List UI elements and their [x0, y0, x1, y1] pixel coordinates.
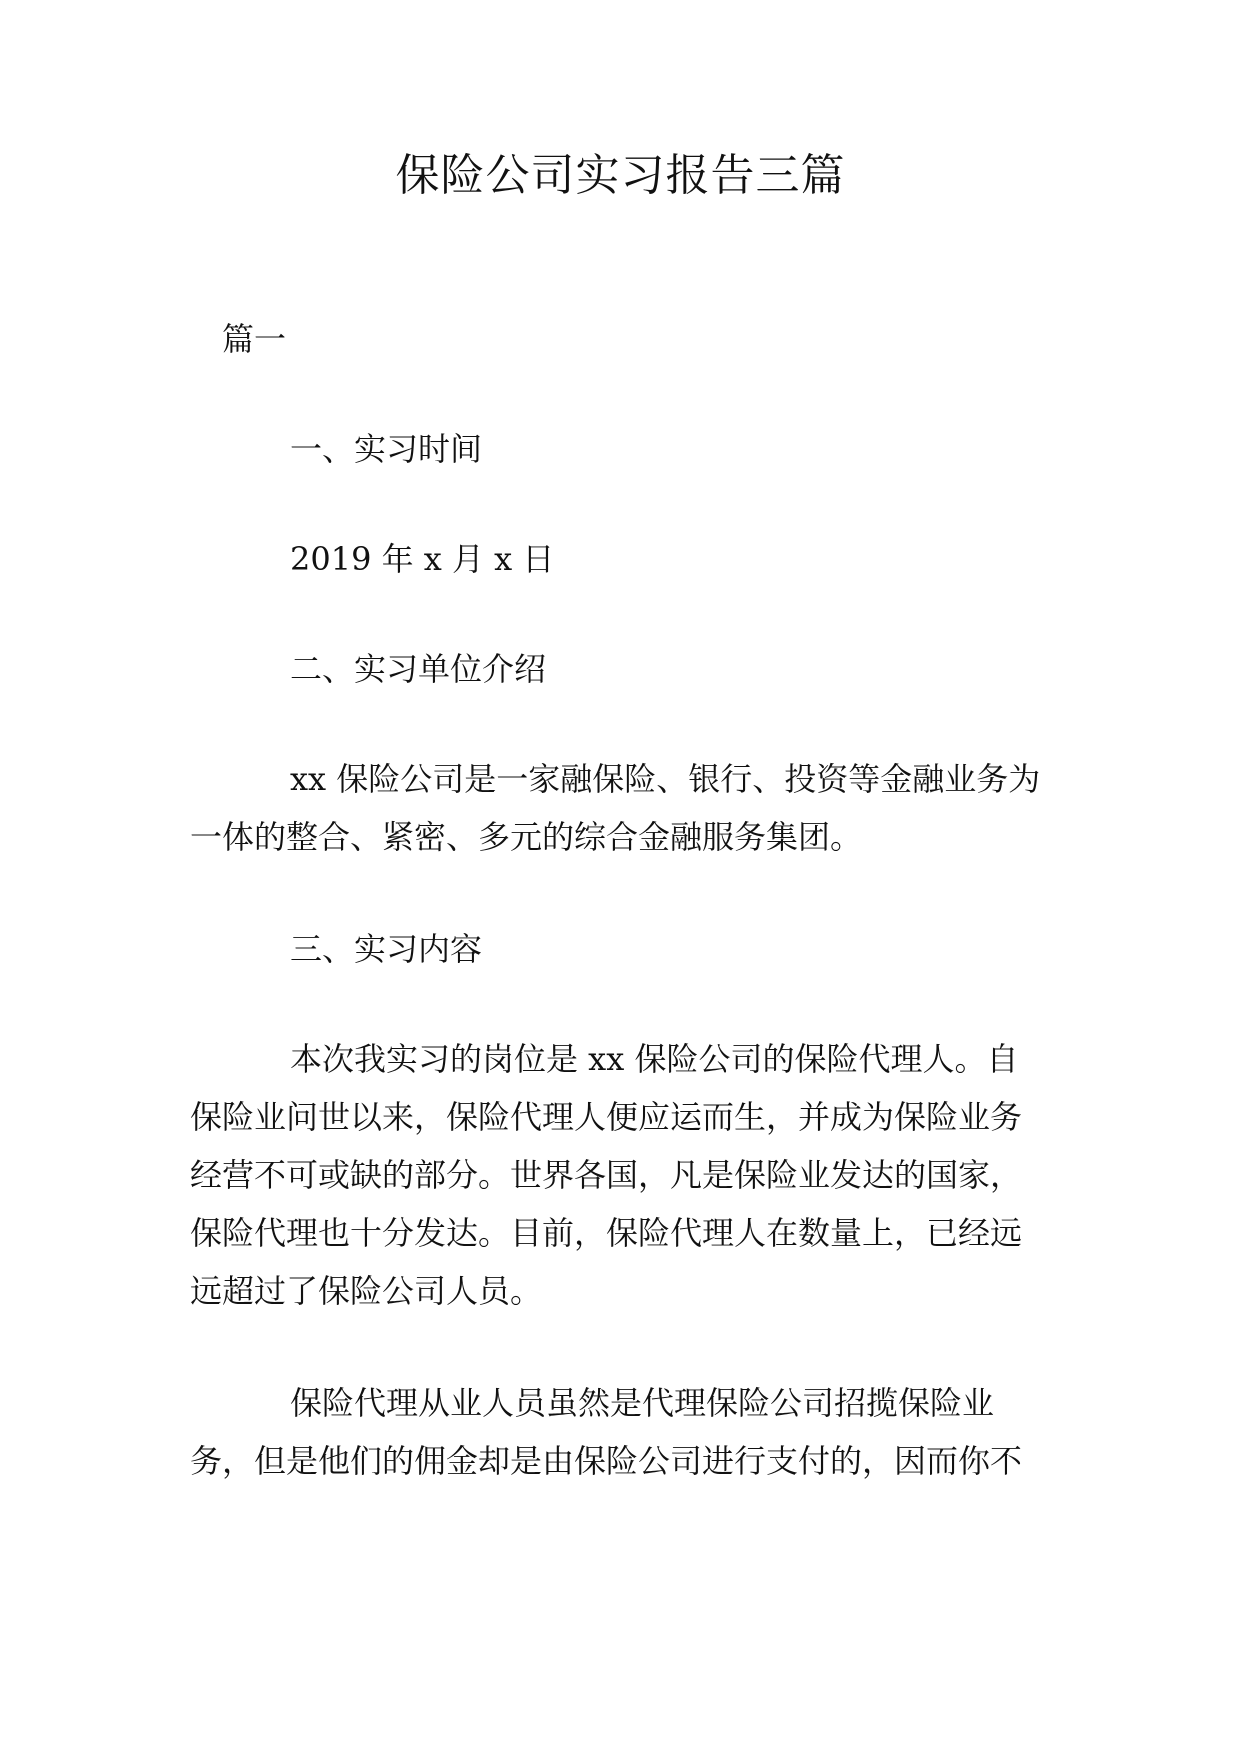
content-para1-line-2: 保险业问世以来，保险代理人便应运而生，并成为保险业务 — [190, 1098, 1023, 1136]
section-heading-company: 二、实习单位介绍 — [290, 650, 547, 688]
content-para1-line-5: 远超过了保险公司人员。 — [190, 1272, 543, 1310]
section-heading-content: 三、实习内容 — [290, 930, 483, 968]
section-heading-time: 一、实习时间 — [290, 430, 483, 468]
content-para1-line-1: 本次我实习的岗位是 xx 保险公司的保险代理人。自 — [290, 1040, 1019, 1078]
part-label: 篇一 — [222, 320, 287, 358]
internship-date: 2019 年 x 月 x 日 — [290, 540, 555, 578]
content-para1-line-3: 经营不可或缺的部分。世界各国，凡是保险业发达的国家， — [190, 1156, 1023, 1194]
company-intro-line-1: xx 保险公司是一家融保险、银行、投资等金融业务为 — [290, 760, 1041, 798]
content-para2-line-1: 保险代理从业人员虽然是代理保险公司招揽保险业 — [290, 1384, 995, 1422]
company-intro-line-2: 一体的整合、紧密、多元的综合金融服务集团。 — [190, 818, 863, 856]
content-para1-line-4: 保险代理也十分发达。目前，保险代理人在数量上，已经远 — [190, 1214, 1023, 1252]
content-para2-line-2: 务，但是他们的佣金却是由保险公司进行支付的，因而你不 — [190, 1442, 1023, 1480]
document-title: 保险公司实习报告三篇 — [395, 150, 846, 201]
